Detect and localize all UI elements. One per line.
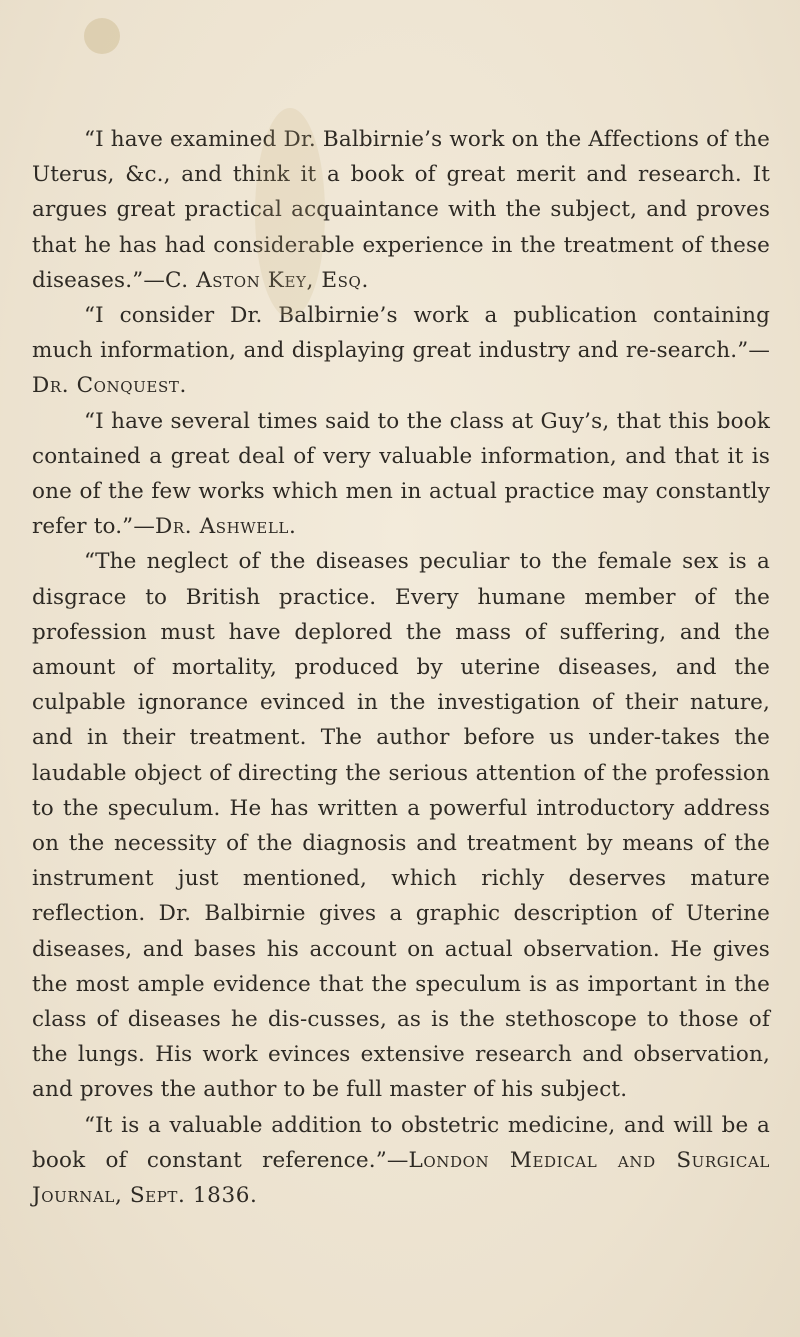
testimonial-attribution: London Medical and Surgical Journal, Sept. 1836.	[32, 1147, 770, 1209]
testimonial-attribution: Dr. Ashwell.	[154, 514, 297, 540]
testimonial-attribution: C. Aston Key, Esq.	[164, 267, 369, 293]
testimonial-text: “It is a valuable addition to obstetric medicine, and will be a book of constant reference.”—	[32, 1112, 770, 1173]
testimonial-journal	[32, 1108, 770, 1214]
review-excerpt	[32, 544, 770, 1107]
testimonial-attribution: Dr. Conquest.	[32, 373, 187, 399]
testimonial-text: “I have several times said to the class at Guy’s, that this book contained a great deal of very valuable information, and that it is one of the few works which men in actual practice may constantly refer to.”—	[32, 408, 770, 540]
testimonial-key	[32, 122, 770, 298]
testimonial-text: “I have examined Dr. Balbirnie’s work on the Affections of the Uterus, &c., and think it a book of great merit and research. It argues great practical acquaintance with the subject, and proves that he has had considerable experience in the treatment of these diseases.”—	[32, 127, 770, 293]
testimonial-text: “I consider Dr. Balbirnie’s work a publication containing much information, and displaying great industry and re-search.”—	[32, 303, 770, 364]
review-text: “The neglect of the diseases peculiar to the female sex is a disgrace to British practice. Every humane member of the profession must have deplored the mass of suffering, and the amount of mortality, produced by uterine diseases, and the culpable ignorance evinced in the investigation of their nature, and in their treatment. The author before us under-takes the laudable object of directing the serious attention of the profession to the speculum. He has written a powerful introductory address on the necessity of the diagnosis and treatment by means of the instrument just mentioned, which richly deserves mature reflection. Dr. Balbirnie gives a graphic description of Uterine diseases, and bases his account on actual observation. He gives the most ample evidence that the speculum is as important in the class of diseases he dis-cusses, as is the stethoscope to those of the lungs. His work evinces extensive research and observation, and proves the author to be full master of his subject.	[32, 549, 770, 1103]
testimonial-conquest	[32, 298, 770, 404]
testimonial-ashwell	[32, 404, 770, 545]
paper-stain	[84, 18, 120, 54]
